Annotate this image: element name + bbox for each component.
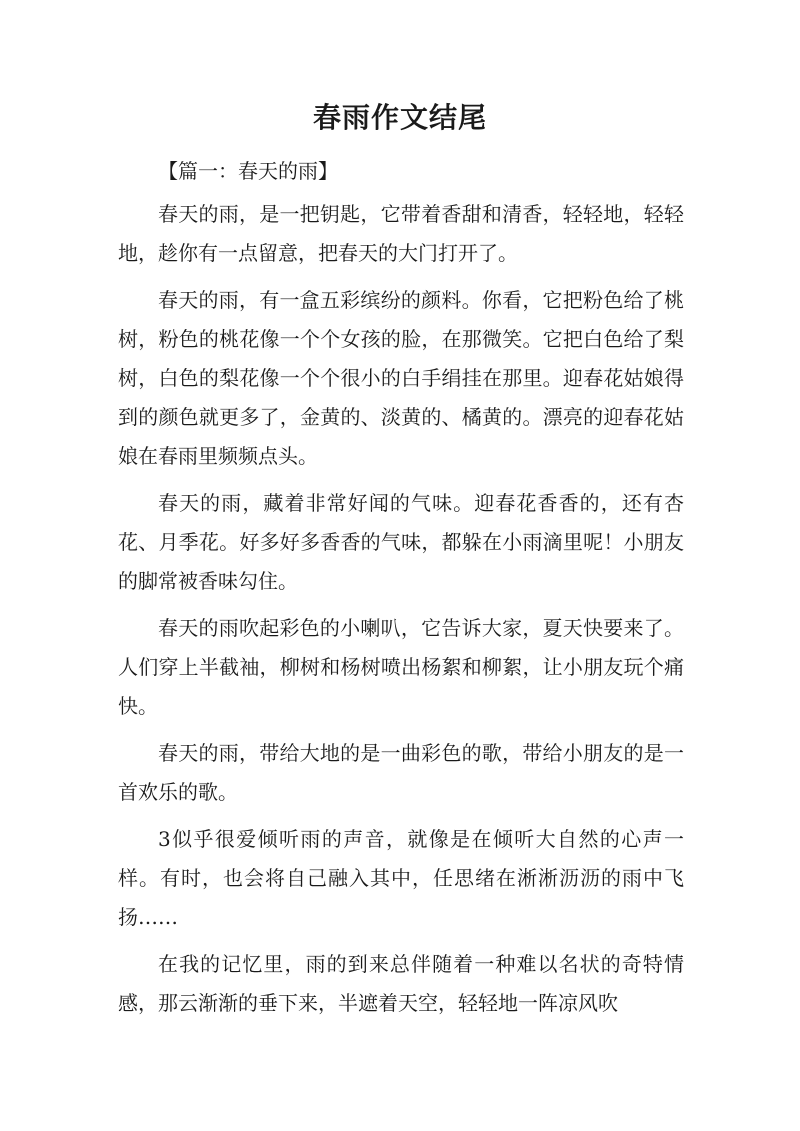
paragraph: 3似乎很爱倾听雨的声音，就像是在倾听大自然的心声一样。有时，也会将自己融入其中，任思绪在淅淅沥沥的雨中飞扬…… (118, 827, 684, 929)
paragraph: 在我的记忆里，雨的到来总伴随着一种难以名状的奇特情感，那云渐渐的垂下来，半遮着天空，轻轻地一阵凉风吹 (118, 952, 684, 1015)
section-heading: 【篇一：春天的雨】 (158, 159, 338, 183)
paragraph: 春天的雨，有一盒五彩缤纷的颜料。你看，它把粉色给了桃树，粉色的桃花像一个个女孩的脸，在那微笑。它把白色给了梨树，白色的梨花像一个个很小的白手绢挂在那里。迎春花姑娘得到的颜色就更多了，金黄的、淡黄的、橘黄的。漂亮的迎春花姑娘在春雨里频频点头。 (118, 288, 684, 468)
document-title: 春雨作文结尾 (312, 101, 487, 134)
paragraph: 春天的雨，是一把钥匙，它带着香甜和清香，轻轻地，轻轻地，趁你有一点留意，把春天的大门打开了。 (118, 202, 684, 265)
paragraph: 春天的雨，藏着非常好闻的气味。迎春花香香的，还有杏花、月季花。好多好多香香的气味，都躲在小雨滴里呢！小朋友的脚常被香味勾住。 (118, 491, 684, 593)
document-body (118, 152, 684, 1031)
paragraph: 春天的雨，带给大地的是一曲彩色的歌，带给小朋友的是一首欢乐的歌。 (118, 741, 684, 804)
paragraph: 春天的雨吹起彩色的小喇叭，它告诉大家，夏天快要来了。人们穿上半截袖，柳树和杨树喷出杨絮和柳絮，让小朋友玩个痛快。 (118, 616, 684, 718)
